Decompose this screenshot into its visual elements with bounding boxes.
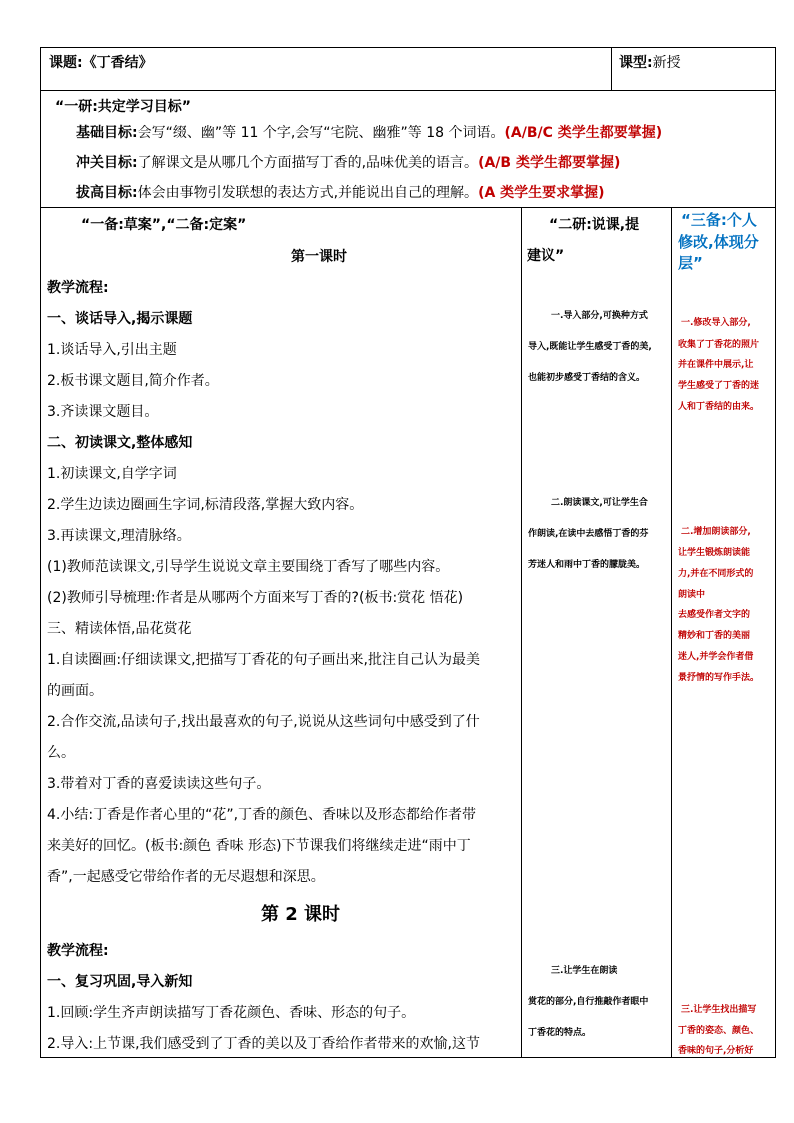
col3-heading-line2: 修改,体现分 [678, 233, 759, 251]
lesson1-step: (1)教师范读课文,引导学生说说文章主要围绕丁香写了哪些内容。 [47, 559, 450, 575]
lesson2-flow: 教学流程: [47, 943, 109, 959]
row-divider [41, 90, 775, 91]
lesson1-flow: 教学流程: [47, 280, 109, 296]
goal-note: (A 类学生要求掌握) [478, 185, 605, 201]
col3-note: 人和丁香结的由来。 [678, 402, 760, 412]
col2-note: 芳迷人和雨中丁香的朦胧美。 [528, 560, 646, 570]
col-divider [611, 48, 612, 90]
lesson1-step: (2)教师引导梳理:作者是从哪两个方面来写丁香的?(板书:赏花 悟花) [47, 590, 464, 606]
col1-heading: “一备:草案”,“二备:定案” [81, 217, 247, 233]
col-divider [521, 207, 522, 1058]
lesson1-section1: 一、谈话导入,揭示课题 [47, 311, 193, 327]
lesson-plan-table [40, 47, 776, 1058]
col2-heading-line2: 建议” [527, 248, 565, 264]
goal-note: (A/B/C 类学生都要掌握) [504, 125, 663, 141]
lesson1-step: 2.合作交流,品读句子,找出最喜欢的句子,说说从这些词句中感受到了什 [47, 714, 480, 730]
lesson2-section1: 一、复习巩固,导入新知 [47, 974, 193, 990]
goal-text: 了解课文是从哪几个方面描写丁香的,品味优美的语言。 [137, 155, 479, 171]
goal-text: 体会由事物引发联想的表达方式,并能说出自己的理解。 [137, 185, 479, 201]
row-divider [41, 207, 775, 208]
lesson2-step: 2.导入:上节课,我们感受到了丁香的美以及丁香给作者带来的欢愉,这节 [47, 1036, 480, 1052]
col2-note: 也能初步感受丁香结的含义。 [528, 373, 646, 383]
col2-note: 导入,既能让学生感受丁香的美, [528, 342, 652, 352]
col3-note: 香味的句子,分析好 [678, 1046, 754, 1056]
col3-note: 丁香的姿态、颜色、 [678, 1026, 760, 1036]
lesson-type-label: 课型: [619, 55, 653, 71]
lesson1-step: 1.初读课文,自学字词 [47, 466, 177, 482]
col2-note: 作朗读,在读中去感悟丁香的芬 [528, 529, 649, 539]
col2-note: 三.让学生在朗读 [551, 966, 618, 976]
col2-note: 赏花的部分,自行推敲作者眼中 [528, 997, 649, 1007]
lesson1-title: 第一课时 [291, 249, 347, 265]
lesson1-step: 4.小结:丁香是作者心里的“花”,丁香的颜色、香味以及形态都给作者带 [47, 807, 477, 823]
lesson1-step: 香”,一起感受它带给作者的无尽遐想和深思。 [47, 869, 325, 885]
goal-challenge [76, 152, 620, 172]
col3-note: 精妙和丁香的美丽 [678, 631, 751, 641]
lesson1-step: 2.学生边读边圈画生字词,标清段落,掌握大致内容。 [47, 497, 364, 513]
goal-advanced [76, 182, 605, 202]
lesson1-step: 3.带着对丁香的喜爱读读这些句子。 [47, 776, 271, 792]
goal-text: 会写“缀、幽”等 11 个字,会写“宅院、幽雅”等 18 个词语。 [137, 125, 505, 141]
col2-note: 一.导入部分,可换种方式 [551, 311, 648, 321]
topic-field [49, 52, 153, 72]
col3-note: 二.增加朗读部分, [681, 527, 751, 537]
lesson1-section2: 二、初读课文,整体感知 [47, 435, 193, 451]
lesson1-step: 么。 [47, 745, 75, 761]
goal-label: 冲关目标: [76, 155, 138, 171]
goal-label: 拔高目标: [76, 185, 138, 201]
col3-note: 迷人,并学会作者借 [678, 652, 754, 662]
topic-label: 课题: [49, 55, 83, 71]
goals-heading: “一研:共定学习目标” [55, 99, 192, 115]
col-divider [671, 207, 672, 1058]
col3-note: 朗读中 [678, 590, 706, 600]
col3-note: 收集了丁香花的照片 [678, 340, 760, 350]
lesson2-step: 1.回顾:学生齐声朗读描写丁香花颜色、香味、形态的句子。 [47, 1005, 416, 1021]
goal-label: 基础目标: [76, 125, 138, 141]
col3-note: 三.让学生找出描写 [681, 1005, 757, 1015]
col2-note: 丁香花的特点。 [528, 1028, 592, 1038]
lesson1-step: 的画面。 [47, 683, 103, 699]
col3-note: 并在课件中展示,让 [678, 360, 754, 370]
lesson2-title: 第 2 课时 [261, 904, 341, 925]
goal-note: (A/B 类学生都要掌握) [478, 155, 621, 171]
col3-note: 一.修改导入部分, [681, 318, 751, 328]
lesson-type-field [619, 52, 681, 72]
lesson-type-value: 新授 [652, 55, 681, 71]
col2-heading-line1: “二研:说课,提 [549, 217, 640, 233]
col3-note: 去感受作者文字的 [678, 610, 751, 620]
lesson1-step: 3.齐读课文题目。 [47, 404, 159, 420]
col2-note: 二.朗读课文,可让学生合 [551, 498, 648, 508]
lesson1-step: 3.再读课文,理清脉络。 [47, 528, 191, 544]
lesson1-step: 1.谈话导入,引出主题 [47, 342, 177, 358]
col3-note: 景抒情的写作手法。 [678, 673, 760, 683]
lesson1-section3: 三、精读体悟,品花赏花 [47, 621, 192, 637]
col3-heading-line1: “三备:个人 [681, 211, 757, 229]
col3-note: 学生感受了丁香的迷 [678, 381, 760, 391]
col3-heading-line3: 层” [678, 254, 703, 272]
col3-note: 让学生锻炼朗读能 [678, 548, 751, 558]
col3-note: 力,并在不同形式的 [678, 569, 754, 579]
topic-value: 《丁香结》 [82, 55, 153, 71]
lesson1-step: 来美好的回忆。(板书:颜色 香味 形态)下节课我们将继续走进“雨中丁 [47, 838, 471, 854]
goal-basic [76, 122, 662, 142]
lesson1-step: 2.板书课文题目,简介作者。 [47, 373, 219, 389]
lesson1-step: 1.自读圈画:仔细读课文,把描写丁香花的句子画出来,批注自己认为最美 [47, 652, 480, 668]
